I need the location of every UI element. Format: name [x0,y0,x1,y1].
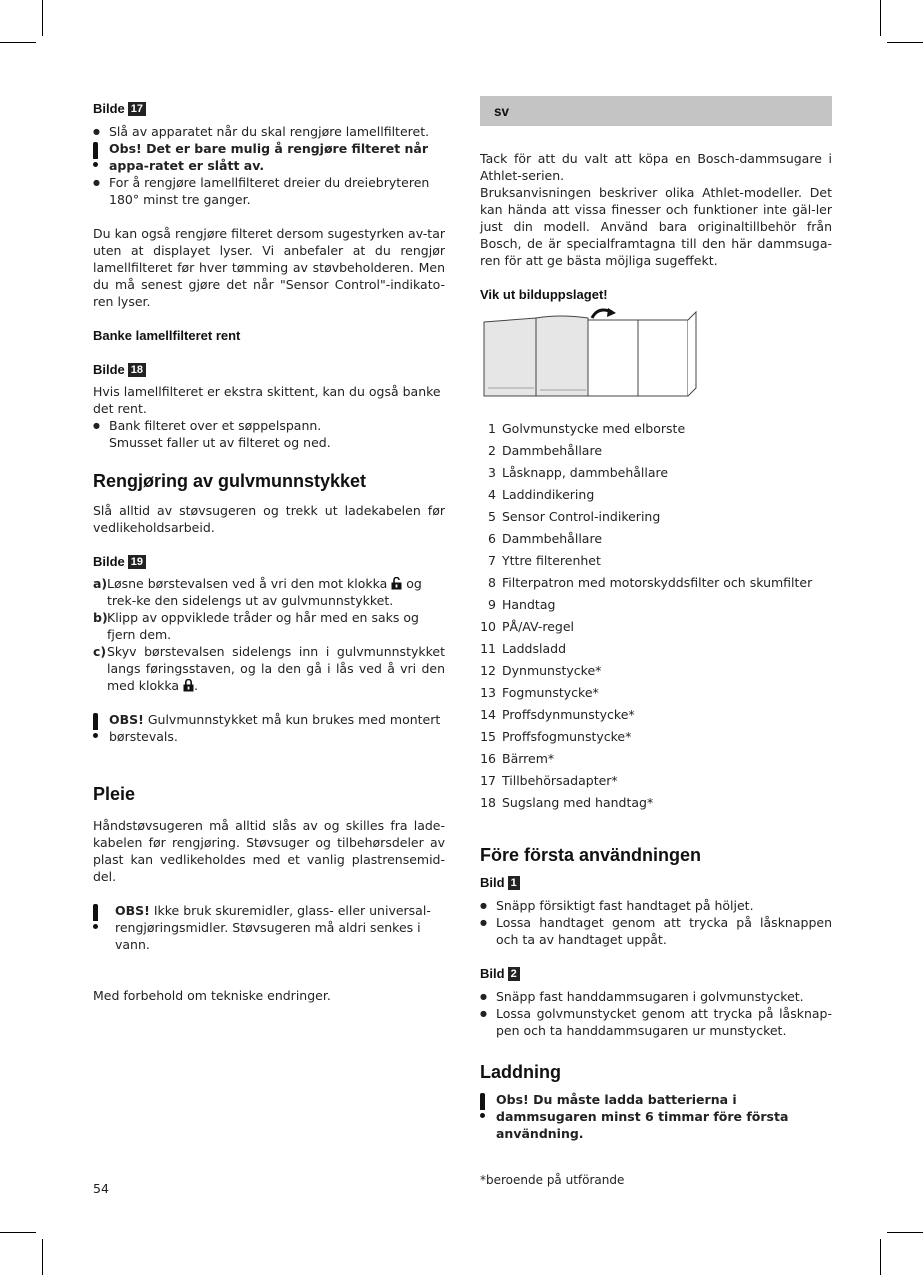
warning-text: Obs! Det er bare mulig å rengjøre filteret når appa-ratet er slått av. [109,141,429,173]
exclamation-icon [93,904,99,932]
bullet-item: ● For å rengjøre lamellfilteret dreier du dreiebryteren 180° minst tre ganger. [93,174,445,208]
parts-list-item [480,594,832,616]
part-name: Låsknapp, dammbehållare [502,465,669,480]
step-text-cont: og trek-ke den sidelengs ut av gulvmunnstykket. [107,576,422,608]
part-number: 16 [480,751,496,766]
step-text: Løsne børstevalsen ved å vri den mot klokka [107,576,388,591]
part-number: 1 [488,421,496,436]
parts-list-item [480,638,832,660]
parts-list-item [480,440,832,462]
step-text: Klipp av oppviklede tråder og hår med en saks og fjern dem. [107,610,419,642]
paragraph: Du kan også rengjøre filteret dersom sugestyrken av-tar uten at displayet lyser. Vi anbefaler at du rengjør lamellfilteret før hver tømming av støvbeholderen. Men du må senest gjøre det når "Sensor Control"-indikato-ren lyser. [93,226,445,309]
figure-label [480,874,832,891]
paragraph: Hvis lamellfilteret er ekstra skittent, kan du også banke det rent. [93,384,441,416]
figure-label-text: Bilde [93,101,125,116]
part-number: 8 [488,575,496,590]
bullet-item: ● Snäpp försiktigt fast handtaget på höljet. [480,897,832,914]
part-name: Tillbehörsadapter* [502,773,618,788]
warning-bold: OBS! [109,712,144,727]
crop-mark [42,0,43,36]
unlock-icon [391,577,402,590]
part-number: 5 [488,509,496,524]
part-name: PÅ/AV-regel [502,619,575,634]
step-item [93,575,445,609]
part-name: Bärrem* [502,751,555,766]
disclaimer: Med forbehold om tekniske endringer. [93,988,331,1003]
parts-list-item [480,550,832,572]
exclamation-icon [93,713,99,741]
part-number: 2 [488,443,496,458]
part-name: Dynmunstycke* [502,663,602,678]
part-number: 11 [480,641,496,656]
exclamation-icon [93,142,99,170]
warning-text: Ikke bruk skuremidler, glass- eller universal-rengjøringsmidler. Støvsugeren må aldri senkes i vann. [115,903,431,952]
crop-mark [0,42,36,43]
parts-list [480,418,832,814]
figure-label [93,361,445,378]
paragraph: Håndstøvsugeren må alltid slås av og skilles fra lade-kabelen før rengjøring. Støvsuger og tilbehørsdeler av plast kan vedlikeholdes med et vanlig plastrensemid-del. [93,818,445,884]
figure-label [480,965,832,982]
figure-label-text: Bilde [93,362,125,377]
part-name: Golvmunstycke med elborste [502,421,686,436]
part-number: 12 [480,663,496,678]
figure-number: 1 [508,876,520,890]
parts-list-item [480,528,832,550]
figure-label [93,100,445,117]
lock-icon [183,679,194,692]
bullet-item: ● Snäpp fast handdammsugaren i golvmunstycket. [480,988,832,1005]
parts-list-item [480,506,832,528]
parts-list-item [480,748,832,770]
figure-label [93,553,445,570]
bullet-item: ● Lossa handtaget genom att trycka på låsknappen och ta av handtaget uppåt. [480,914,832,948]
step-end: . [194,678,199,693]
step-letter: a) [93,576,108,591]
footnote: *beroende på utförande [480,1173,625,1187]
figure-number: 18 [128,363,146,377]
paragraph: Slå alltid av støvsugeren og trekk ut ladekabelen før vedlikeholdsarbeid. [93,503,445,535]
part-name: Laddindikering [502,487,595,502]
part-number: 4 [488,487,496,502]
crop-mark [0,1232,36,1233]
parts-list-item [480,704,832,726]
part-number: 10 [480,619,496,634]
warning-bold: OBS! [115,903,150,918]
parts-list-item [480,418,832,440]
warning-note [93,711,445,745]
section-heading: Rengjøring av gulvmunnstykket [93,471,367,491]
crop-mark [42,1239,43,1275]
part-number: 7 [488,553,496,568]
part-name: Sugslang med handtag* [502,795,654,810]
part-name: Filterpatron med motorskyddsfilter och skumfilter [502,575,813,590]
subheading: Vik ut bilduppslaget! [480,287,608,302]
parts-list-item [480,572,832,594]
figure-label-text: Bild [480,966,505,981]
language-code: sv [494,103,510,119]
parts-list-item [480,660,832,682]
crop-mark [887,1232,923,1233]
part-name: Sensor Control-indikering [502,509,661,524]
parts-list-item [480,792,832,814]
bullet-item: ● Lossa golvmunstycket genom att trycka på låsknap-pen och ta handdammsugaren ur munstycket. [480,1005,832,1039]
bullet-item: ● Slå av apparatet når du skal rengjøre lamellfilteret. [93,123,445,140]
parts-list-item [480,682,832,704]
parts-list-item [480,770,832,792]
part-number: 9 [488,597,496,612]
crop-mark [887,42,923,43]
part-name: Yttre filterenhet [502,553,601,568]
figure-label-text: Bild [480,875,505,890]
section-heading: Laddning [480,1062,561,1082]
left-column [93,96,445,1004]
right-column [480,96,832,1142]
part-name: Proffsfogmunstycke* [502,729,632,744]
exclamation-icon [480,1093,486,1121]
warning-text: Gulvmunnstykket må kun brukes med montert børstevals. [109,712,441,744]
part-number: 15 [480,729,496,744]
part-name: Fogmunstycke* [502,685,599,700]
foldout-diagram [480,308,700,398]
part-name: Handtag [502,597,556,612]
part-number: 14 [480,707,496,722]
part-number: 13 [480,685,496,700]
section-heading: Pleie [93,784,136,804]
paragraph: Tack för att du valt att köpa en Bosch-dammsugare i Athlet-serien. [480,151,832,183]
step-letter: c) [93,644,107,659]
bullet-item: ● Bank filteret over et søppelspann. [93,417,445,434]
part-name: Dammbehållare [502,531,603,546]
warning-note [93,902,445,953]
part-number: 17 [480,773,496,788]
part-name: Proffsdynmunstycke* [502,707,635,722]
language-header [480,96,832,126]
figure-number: 2 [508,967,520,981]
paragraph: Bruksanvisningen beskriver olika Athlet-modeller. Det kan hända att vissa finesser och funktioner inte gäl-ler just din modell. Använd bara originaltillbehör från Bosch, de är specialframtagna till den här dammsuga-ren för att ge bästa möjliga sugeffekt. [480,185,832,268]
part-name: Laddsladd [502,641,567,656]
parts-list-item [480,616,832,638]
figure-number: 17 [128,102,146,116]
parts-list-item [480,462,832,484]
parts-list-item [480,726,832,748]
part-number: 6 [488,531,496,546]
section-heading: Före första användningen [480,845,702,865]
crop-mark [880,1239,881,1275]
step-item [93,643,445,694]
subheading: Banke lamellfilteret rent [93,328,241,343]
step-item [93,609,445,643]
warning-note [93,140,445,174]
step-text: Skyv børstevalsen sidelengs inn i gulvmunnstykket langs føringsstaven, og la den gå i lås ved å vri den med klokka [107,644,445,693]
step-letter: b) [93,610,108,625]
crop-mark [880,0,881,36]
warning-note [480,1091,832,1142]
part-number: 18 [480,795,496,810]
page-number: 54 [93,1181,109,1196]
warning-text: Obs! Du måste ladda batterierna i dammsugaren minst 6 timmar före första användning. [496,1092,789,1141]
part-number: 3 [488,465,496,480]
figure-number: 19 [128,555,146,569]
parts-list-item [480,484,832,506]
bullet-result: Smusset faller ut av filteret og ned. [109,435,331,450]
figure-label-text: Bilde [93,554,125,569]
part-name: Dammbehållare [502,443,603,458]
